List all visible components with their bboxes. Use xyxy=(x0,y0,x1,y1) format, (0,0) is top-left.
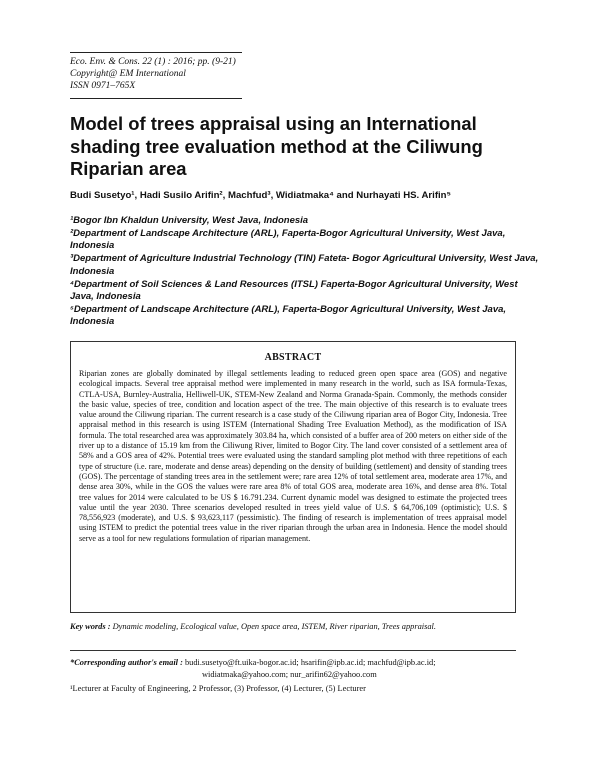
affiliation-item: ¹Bogor Ibn Khaldun University, West Java, Indonesia xyxy=(70,215,309,226)
corresponding-emails-line1: budi.susetyo@ft.uika-bogor.ac.id; hsarifin@ipb.ac.id; machfud@ipb.ac.id; xyxy=(184,658,436,667)
paper-title: Model of trees appraisal using an International shading tree evaluation method at the Ciliwung Riparian area xyxy=(70,113,483,179)
affiliation-item: ²Department of Landscape Architecture (ARL), Faperta-Bogor Agricultural University, West Java, Indonesia xyxy=(70,227,506,252)
affiliation-item: ⁵Department of Landscape Architecture (ARL), Faperta-Bogor Agricultural University, West Java, Indonesia xyxy=(70,303,507,328)
keywords-label: Key words : xyxy=(70,622,111,631)
affiliation-item: ³Department of Agriculture Industrial Technology (TIN) Fateta- Bogor Agricultural University, West Java, Indonesia xyxy=(70,253,539,277)
keywords xyxy=(70,621,516,632)
journal-copyright-line: Copyright@ EM International xyxy=(70,69,186,79)
journal-issn-line: ISSN 0971–765X xyxy=(70,81,136,91)
author-list: Budi Susetyo¹, Hadi Susilo Arifin², Machfud³, Widiatmaka⁴ and Nurhayati HS. Arifin⁵ xyxy=(70,190,452,201)
keywords-text: Dynamic modeling, Ecological value, Open space area, ISTEM, River riparian, Trees appraisal. xyxy=(112,622,436,631)
footnote-divider xyxy=(70,650,516,651)
corresponding-emails-line2: widiatmaka@yahoo.com; nur_arifin62@yahoo.com xyxy=(202,669,377,679)
corresponding-label: *Corresponding author's email : xyxy=(70,658,183,667)
affiliation-item: ⁴Department of Soil Sciences & Land Resources (ITSL) Faperta-Bogor Agricultural University, West Java, Indonesia xyxy=(70,278,518,302)
author-positions-note: ¹Lecturer at Faculty of Engineering, 2 Professor, (3) Professor, (4) Lecturer, (5) Lecturer xyxy=(70,684,366,693)
abstract-body: Riparian zones are globally dominated by illegal settlements leading to reduced green open space area (GOS) and negative ecological impacts. Several tree appraisal method were implemented in many research in the world, such as ISA formula-Texas, CTLA-USA, Burnley-Australia, Helliwell-UK, STEM-New Zealand and Norma Granada-Spain. Commonly, the methods consider the basic value, species of tree, condition and location aspect of the tree. The main objective of this research is to evaluate trees value around the Ciliwung riparian. The current research is a case study of the Ciliwung riparian area of Bogor City, Indonesia. Tree appraisal method in this research is using ISTEM (International Shading Tree Evaluation Method), as the modification of ISA formula. The total researched area was approximately 303.84 ha, which consisted of a buffer area of 200 meters on either side of the river up to a distance of 15.19 km from the Ciliwung River, limited to Bogor City. The land cover consisted of a settlement area of 58% and a GOS area of 42%. Potential trees were evaluated using the standard sampling plot method with three repetitions of each type of structure (i.e. rare, moderate and dense areas) depending on the density of building (settlement) and density of standing trees (GOS). The percentage of standing trees area in the settlement were; rare area 12% of total settlement area, moderate area 17%, and dense area 30%, while in the GOS the values were rare area 8% of total GOS area, moderate area 16%, and dense area 8%. Total tree values for 2014 were calculated to be US $ 16.791.234. Current dynamic model was designed to estimate the projected trees value until the year 2030. Three scenarios developed resulted in trees yield value of U.S. $ 64,706,109 (optimistic); U.S. $ 78,556,923 (moderate), and U.S. $ 93,623,117 (pessimistic). The finding of research is implementation of trees appraisal model using ISTEM to predict the potential trees value in the river riparian through the urban area in Indonesia. Hence the model should serve as a tool for new regulations formulation of riparian management. xyxy=(79,369,507,543)
affiliation-list xyxy=(70,215,540,329)
abstract-heading: ABSTRACT xyxy=(264,352,322,363)
journal-citation-box xyxy=(70,52,242,99)
abstract-box xyxy=(70,341,516,613)
journal-issue-line: Eco. Env. & Cons. 22 (1) : 2016; pp. (9-21) xyxy=(70,57,236,67)
corresponding-author xyxy=(70,657,516,680)
